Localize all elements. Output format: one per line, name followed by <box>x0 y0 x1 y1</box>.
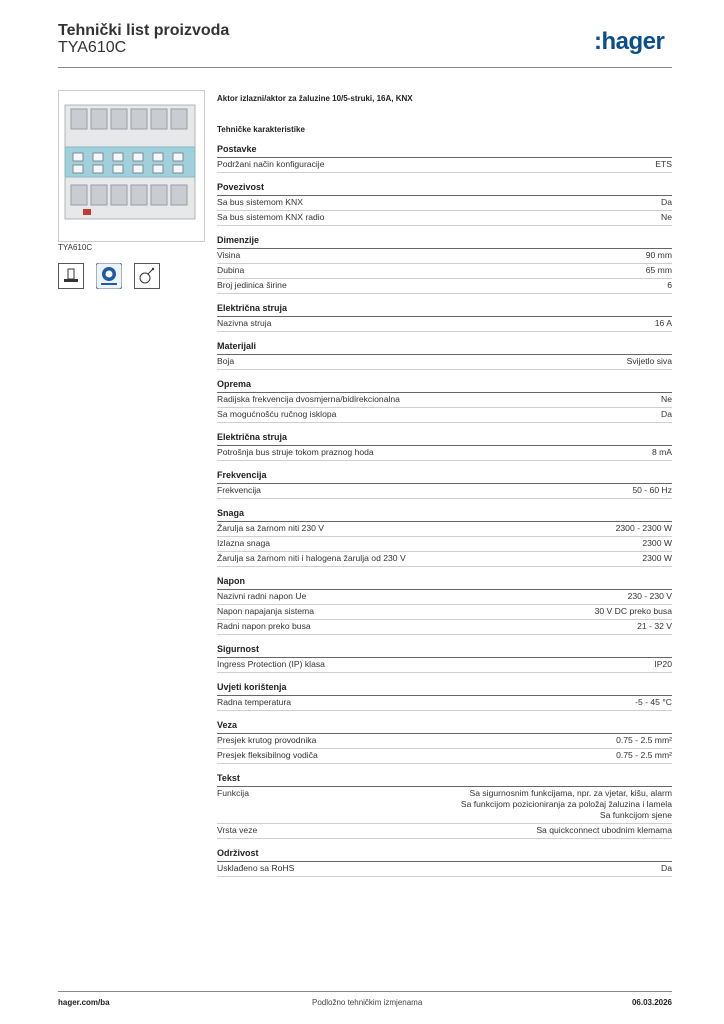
section-title: Povezivost <box>217 182 672 196</box>
spec-label: Usklađeno sa RoHS <box>217 863 295 873</box>
spec-row <box>217 734 672 749</box>
footer-disclaimer: Podložno tehničkim izmjenama <box>312 998 423 1007</box>
spec-value: 90 mm <box>645 250 672 260</box>
section-title: Snaga <box>217 508 672 522</box>
spec-label: Funkcija <box>217 788 249 798</box>
spec-value: Da <box>661 409 672 419</box>
spec-value: Ne <box>661 394 672 404</box>
spec-value-line: Sa funkcijom sjene <box>599 810 672 820</box>
product-details <box>217 94 672 877</box>
spec-value: Sa quickconnect ubodnim klemama <box>536 825 672 835</box>
spec-value: IP20 <box>654 659 672 669</box>
spec-value: Da <box>661 863 672 873</box>
spec-label: Potrošnja bus struje tokom praznog hoda <box>217 447 374 457</box>
spec-row <box>217 522 672 537</box>
spec-row <box>217 590 672 605</box>
product-image <box>58 90 205 242</box>
spec-row <box>217 158 672 173</box>
spec-sections <box>217 144 672 877</box>
hager-logo: :hager <box>594 28 665 55</box>
spec-row <box>217 605 672 620</box>
spec-section <box>217 379 672 423</box>
section-title: Oprema <box>217 379 672 393</box>
spec-label: Podržani način konfiguracije <box>217 159 325 169</box>
spec-label: Žarulja sa žarnom niti 230 V <box>217 523 324 533</box>
section-title: Uvjeti korištenja <box>217 682 672 696</box>
spec-row <box>217 446 672 461</box>
spec-section <box>217 303 672 332</box>
spec-value: Da <box>661 197 672 207</box>
spec-section <box>217 470 672 499</box>
spec-section <box>217 682 672 711</box>
spec-value: 2300 W <box>642 538 672 548</box>
section-title: Frekvencija <box>217 470 672 484</box>
spec-label: Broj jedinica širine <box>217 280 287 290</box>
spec-row <box>217 787 672 824</box>
din-rail-icon <box>58 263 84 289</box>
section-title: Održivost <box>217 848 672 862</box>
spec-label: Sa bus sistemom KNX radio <box>217 212 325 222</box>
spec-value: Svijetlo siva <box>626 356 672 366</box>
spec-section <box>217 144 672 173</box>
spec-label: Radijska frekvencija dvosmjerna/bidirekcionalna <box>217 394 400 404</box>
section-title: Materijali <box>217 341 672 355</box>
section-title: Napon <box>217 576 672 590</box>
spec-section <box>217 432 672 461</box>
spec-value <box>461 788 672 821</box>
spec-value: 0.75 - 2.5 mm² <box>616 750 672 760</box>
spec-label: Dubina <box>217 265 245 275</box>
spec-label: Presjek krutog provodnika <box>217 735 317 745</box>
spec-row <box>217 264 672 279</box>
spec-label: Sa bus sistemom KNX <box>217 197 303 207</box>
spec-section <box>217 576 672 635</box>
spec-label: Napon napajanja sistema <box>217 606 314 616</box>
spec-value: -5 - 45 °C <box>635 697 672 707</box>
spec-row <box>217 393 672 408</box>
spec-label: Nazivna struja <box>217 318 272 328</box>
product-description: Aktor izlazni/aktor za žaluzine 10/5-struki, 16A, KNX <box>217 94 413 103</box>
spec-row <box>217 408 672 423</box>
spec-value: ETS <box>655 159 672 169</box>
spec-section <box>217 773 672 839</box>
spec-row <box>217 279 672 294</box>
spec-row <box>217 824 672 839</box>
spec-value: Ne <box>661 212 672 222</box>
spec-section <box>217 508 672 567</box>
spec-section <box>217 720 672 764</box>
spec-label: Visina <box>217 250 241 260</box>
footer-divider <box>58 991 672 992</box>
spec-row <box>217 211 672 226</box>
spec-value: 0.75 - 2.5 mm² <box>616 735 672 745</box>
spec-value: 230 - 230 V <box>627 591 672 601</box>
spec-label: Presjek fleksibilnog vodiča <box>217 750 318 760</box>
product-image-caption: TYA610C <box>58 243 93 252</box>
spec-label: Izlazna snaga <box>217 538 271 548</box>
page-title: Tehnički list proizvoda <box>58 22 230 39</box>
section-title: Električna struja <box>217 432 672 446</box>
spec-label: Radni napon preko busa <box>217 621 311 631</box>
spec-value: 2300 W <box>642 553 672 563</box>
spec-label: Žarulja sa žarnom niti i halogena žarulja od 230 V <box>217 553 406 563</box>
spec-label: Nazivni radni napon Ue <box>217 591 307 601</box>
spec-row <box>217 552 672 567</box>
header-divider <box>58 67 672 68</box>
spec-value-line: Sa funkcijom pozicioniranja za položaj žaluzina i lamela <box>460 799 672 809</box>
section-title: Sigurnost <box>217 644 672 658</box>
footer-website: hager.com/ba <box>58 998 110 1007</box>
spec-value: 2300 - 2300 W <box>615 523 672 533</box>
footer-date: 06.03.2026 <box>631 998 672 1007</box>
spec-row <box>217 355 672 370</box>
knx-bus-icon <box>134 263 160 289</box>
spec-value: 30 V DC preko busa <box>594 606 672 616</box>
spec-row <box>217 317 672 332</box>
spec-row <box>217 862 672 877</box>
spec-row <box>217 696 672 711</box>
spec-value: 16 A <box>654 318 672 328</box>
section-title: Električna struja <box>217 303 672 317</box>
spec-section <box>217 182 672 226</box>
spec-value: 50 - 60 Hz <box>632 485 672 495</box>
spec-section <box>217 235 672 294</box>
spec-row <box>217 749 672 764</box>
spec-value-line: Sa sigurnosnim funkcijama, npr. za vjetar, kišu, alarm <box>469 788 672 798</box>
spec-row <box>217 620 672 635</box>
section-title: Tekst <box>217 773 672 787</box>
spec-value: 65 mm <box>645 265 672 275</box>
spec-label: Radna temperatura <box>217 697 292 707</box>
spec-value: 6 <box>667 280 672 290</box>
product-code: TYA610C <box>58 39 127 56</box>
spec-section <box>217 848 672 877</box>
spec-row <box>217 249 672 264</box>
spec-label: Ingress Protection (IP) klasa <box>217 659 325 669</box>
technical-heading: Tehničke karakteristike <box>217 125 305 134</box>
quickconnect-icon <box>96 263 122 289</box>
certification-icons <box>58 263 160 289</box>
spec-label: Sa mogućnošću ručnog isklopa <box>217 409 337 419</box>
spec-row <box>217 196 672 211</box>
spec-label: Boja <box>217 356 235 366</box>
spec-label: Vrsta veze <box>217 825 258 835</box>
spec-value: 21 - 32 V <box>637 621 672 631</box>
spec-value: 8 mA <box>651 447 672 457</box>
section-title: Dimenzije <box>217 235 672 249</box>
spec-section <box>217 644 672 673</box>
spec-section <box>217 341 672 370</box>
spec-row <box>217 484 672 499</box>
spec-label: Frekvencija <box>217 485 261 495</box>
spec-row <box>217 658 672 673</box>
section-title: Postavke <box>217 144 672 158</box>
spec-row <box>217 537 672 552</box>
section-title: Veza <box>217 720 672 734</box>
